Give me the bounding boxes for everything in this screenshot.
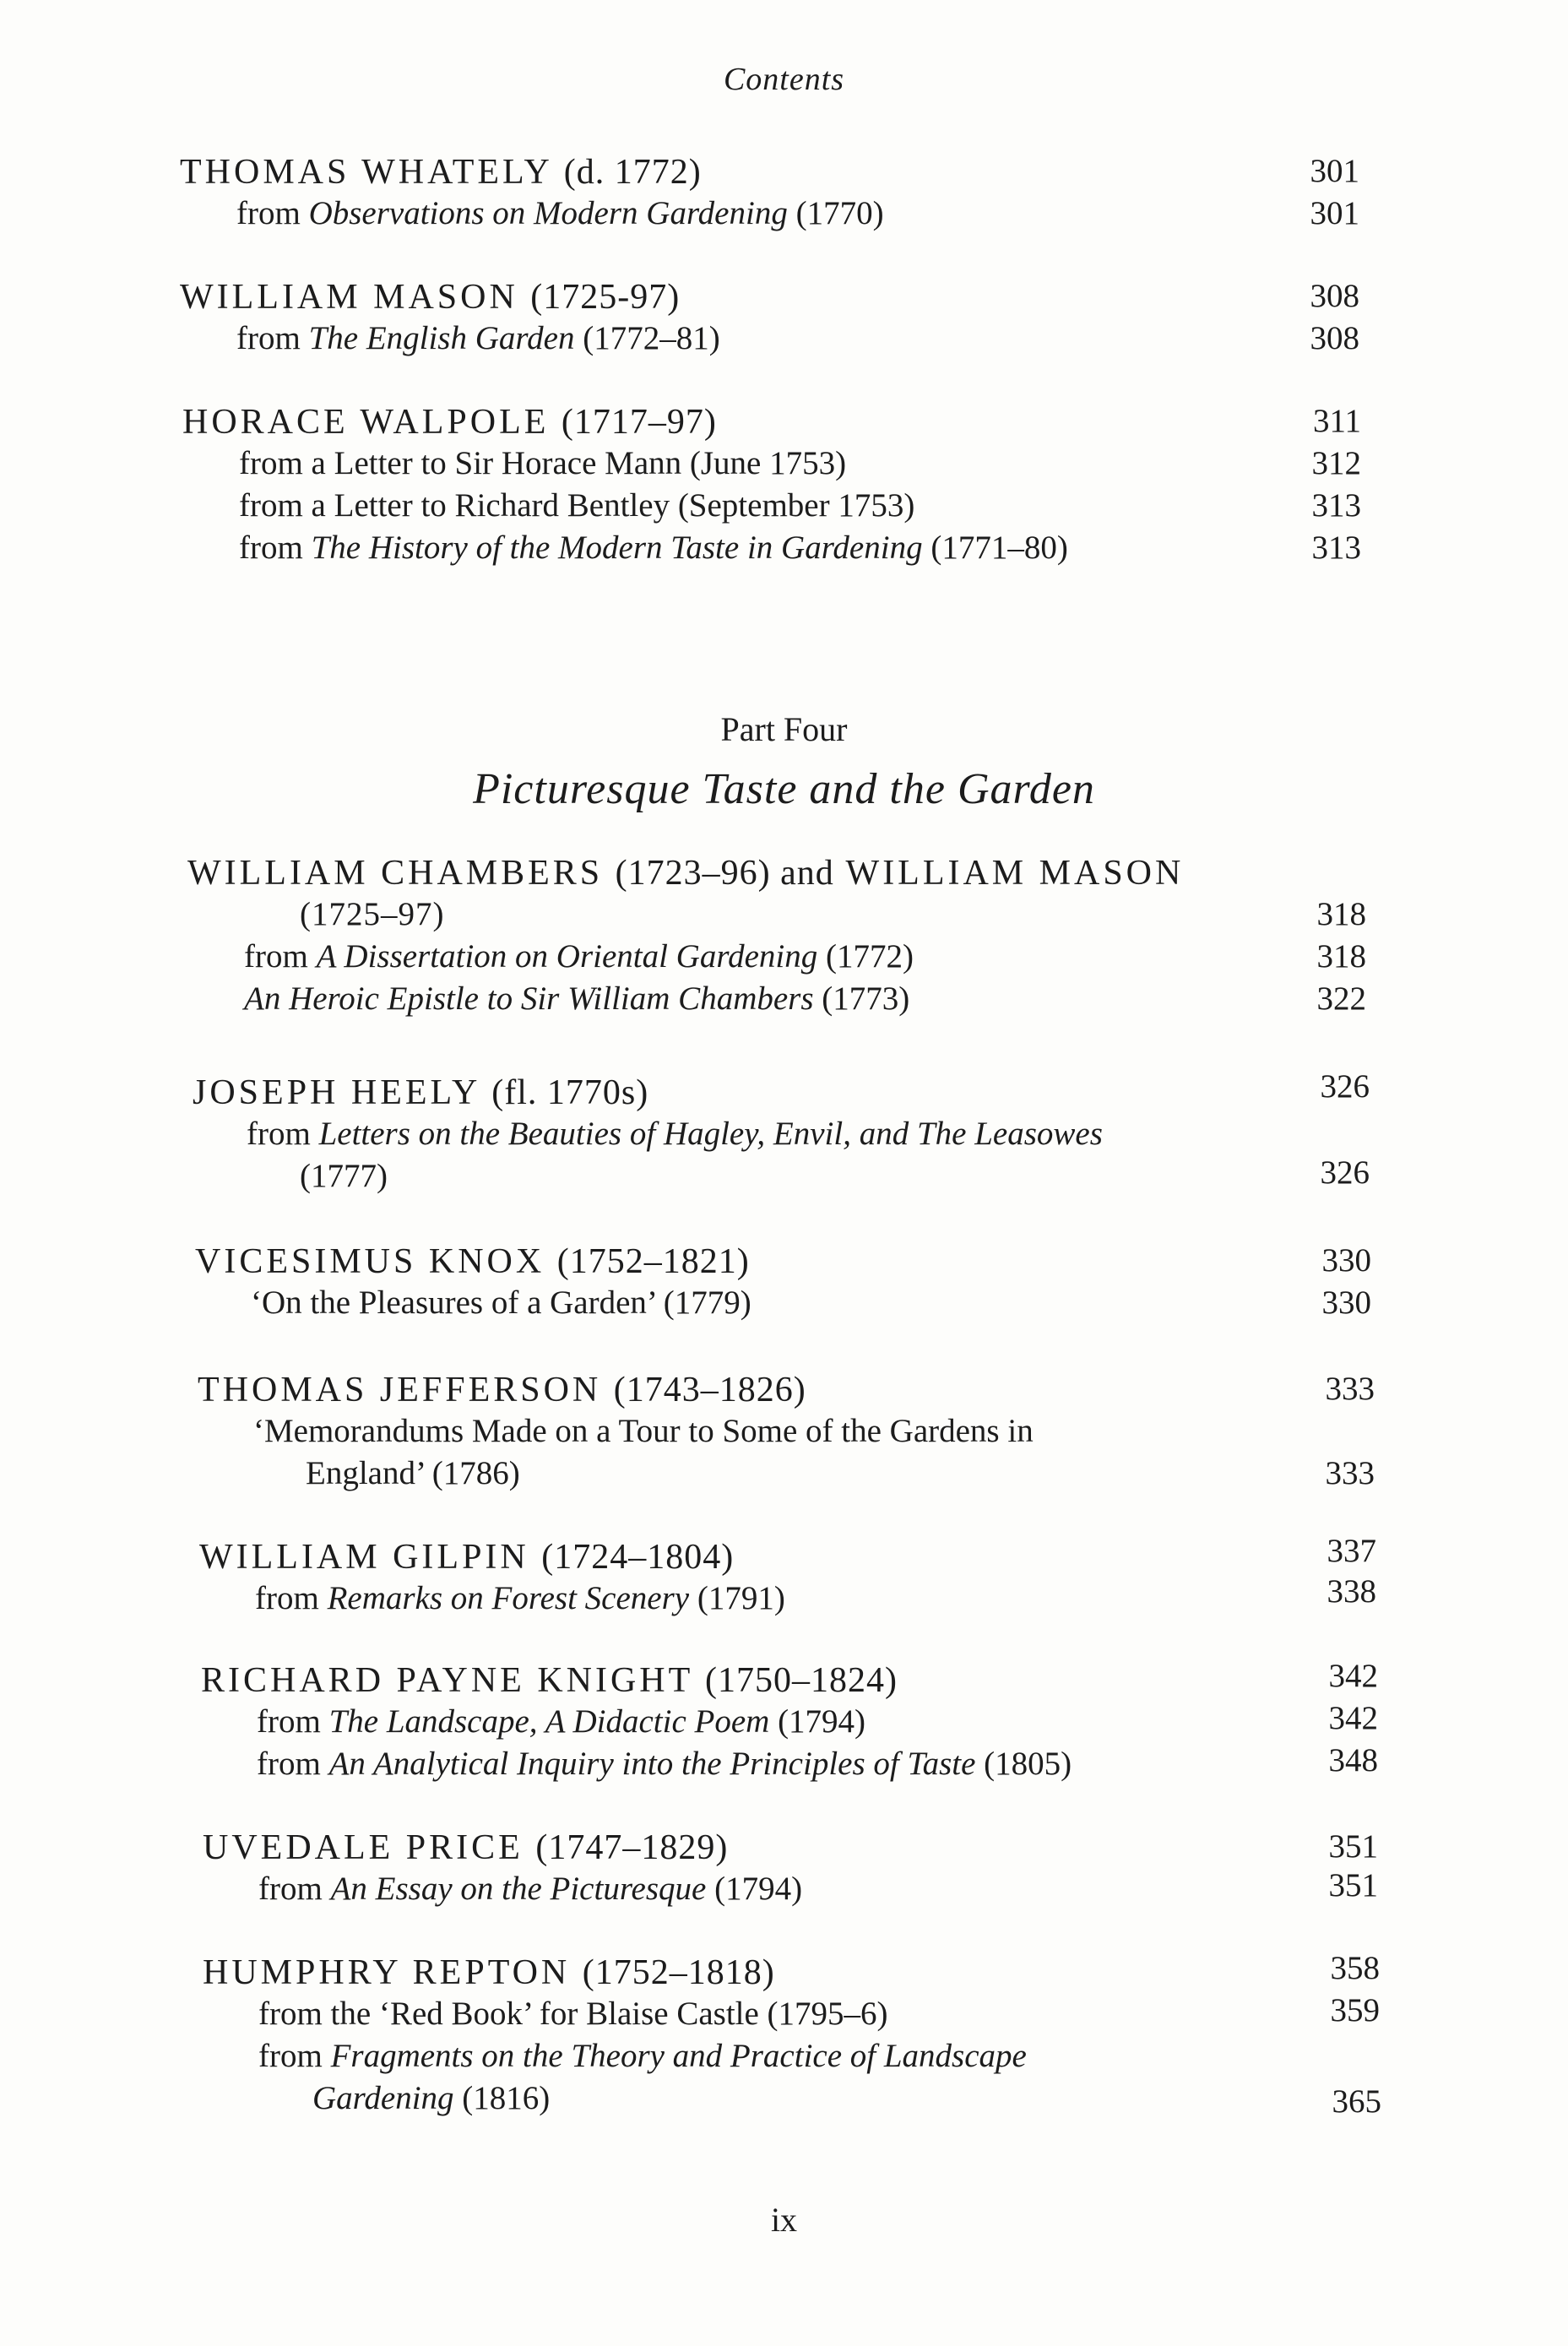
author-label: WILLIAM MASON xyxy=(180,278,518,317)
toc-entry xyxy=(239,529,1068,567)
author-name xyxy=(199,1537,734,1578)
page-number: 358 xyxy=(1330,1950,1380,1986)
toc-entry xyxy=(253,1412,1034,1450)
entry-date: (1771–80) xyxy=(922,529,1068,566)
author-label: HUMPHRY REPTON xyxy=(203,1953,571,1992)
page-number: 337 xyxy=(1327,1533,1376,1569)
author-name xyxy=(180,277,680,318)
author-dates: (1717–97) xyxy=(561,403,717,442)
toc-entry xyxy=(239,486,914,524)
author-label-second: WILLIAM MASON xyxy=(845,854,1185,893)
entry-prefix: from xyxy=(257,1703,329,1740)
part-title: Picturesque Taste and the Garden xyxy=(473,765,1095,813)
page-number: 313 xyxy=(1311,487,1361,524)
author-label: UVEDALE PRICE xyxy=(203,1828,524,1867)
author-name xyxy=(198,1370,806,1410)
toc-entry xyxy=(239,444,846,482)
folio-page-number: ix xyxy=(770,2201,798,2239)
entry-prefix: from xyxy=(255,1580,328,1616)
entry-title: An Essay on the Picturesque xyxy=(330,1871,707,1907)
entry-prefix: from xyxy=(257,1746,329,1782)
entry-prefix: from a Letter to Sir Horace Mann (June 1753) xyxy=(239,445,847,481)
author-name xyxy=(201,1660,898,1701)
author-dates: (d. 1772) xyxy=(563,153,702,192)
part-label: Part Four xyxy=(720,710,848,748)
author-label: WILLIAM CHAMBERS xyxy=(187,854,604,893)
page-number: 342 xyxy=(1328,1700,1378,1736)
entry-prefix: from xyxy=(236,320,309,356)
entry-continuation: England’ (1786) xyxy=(306,1455,520,1491)
entry-title: A Dissertation on Oriental Gardening xyxy=(316,938,818,975)
entry-continuation: (1777) xyxy=(300,1158,388,1194)
page-number: 308 xyxy=(1310,278,1359,314)
entry-date: (1816) xyxy=(453,2080,551,2116)
entry-title: Fragments on the Theory and Practice of Landscape xyxy=(330,2038,1027,2074)
page-number: 342 xyxy=(1328,1658,1378,1694)
entry-title: An Heroic Epistle to Sir William Chambers xyxy=(244,980,814,1017)
author-dates-continued: (1725–97) xyxy=(300,896,445,932)
toc-entry xyxy=(236,319,720,357)
toc-entry xyxy=(258,2037,1027,2075)
entry-prefix: from the ‘Red Book’ for Blaise Castle (1795–6) xyxy=(258,1996,888,2032)
page-number: 326 xyxy=(1320,1068,1370,1105)
page-number: 348 xyxy=(1328,1742,1378,1779)
entry-date: (1773) xyxy=(813,980,910,1017)
page-number: 312 xyxy=(1311,445,1361,481)
entry-title: The English Garden xyxy=(308,320,575,356)
page-number: 322 xyxy=(1316,980,1366,1017)
entry-continuation xyxy=(312,2079,550,2117)
toc-entry xyxy=(251,1284,751,1322)
entry-date: (1791) xyxy=(689,1580,785,1616)
toc-entry xyxy=(255,1579,785,1617)
author-dates: (1743–1826) xyxy=(613,1371,806,1409)
author-dates: (1750–1824) xyxy=(705,1661,898,1700)
author-dates: (fl. 1770s) xyxy=(491,1073,649,1112)
page-number: 318 xyxy=(1316,938,1366,975)
author-name xyxy=(193,1073,648,1113)
entry-date: (1770) xyxy=(787,195,884,231)
entry-title: The Landscape, A Didactic Poem xyxy=(328,1703,770,1740)
author-dates: (1723–96) and xyxy=(615,854,834,893)
entry-prefix: ‘Memorandums Made on a Tour to Some of the Gardens in xyxy=(253,1413,1034,1449)
toc-entry xyxy=(244,980,909,1018)
entry-date: (1794) xyxy=(769,1703,866,1740)
toc-entry xyxy=(257,1702,865,1740)
entry-prefix: from xyxy=(239,529,312,566)
entry-date: (1772) xyxy=(817,938,914,975)
author-label: HORACE WALPOLE xyxy=(182,403,550,442)
entry-title: An Analytical Inquiry into the Principles of Taste xyxy=(328,1746,976,1782)
page-number: 333 xyxy=(1325,1455,1375,1491)
entry-title: Letters on the Beauties of Hagley, Envil, and The Leasowes xyxy=(318,1116,1103,1152)
author-label: RICHARD PAYNE KNIGHT xyxy=(201,1661,693,1700)
author-label: THOMAS JEFFERSON xyxy=(198,1371,602,1409)
page-number: 365 xyxy=(1332,2083,1381,2120)
author-dates: (1747–1829) xyxy=(535,1828,729,1867)
entry-title: Observations on Modern Gardening xyxy=(308,195,788,231)
entry-date: (1772–81) xyxy=(574,320,720,356)
toc-entry xyxy=(244,937,914,975)
entry-title: Remarks on Forest Scenery xyxy=(327,1580,690,1616)
page-number: 351 xyxy=(1328,1828,1378,1865)
page-number: 301 xyxy=(1310,153,1359,189)
author-dates: (1752–1818) xyxy=(582,1953,775,1992)
author-dates: (1724–1804) xyxy=(541,1538,735,1577)
entry-prefix: ‘On the Pleasures of a Garden’ (1779) xyxy=(251,1284,751,1321)
page-number: 359 xyxy=(1330,1992,1380,2028)
entry-prefix: from xyxy=(258,2038,331,2074)
author-name xyxy=(195,1241,750,1282)
author-label: JOSEPH HEELY xyxy=(193,1073,480,1112)
running-header: Contents xyxy=(723,62,845,97)
page-number: 326 xyxy=(1320,1154,1370,1191)
entry-date: (1805) xyxy=(975,1746,1072,1782)
page-number: 308 xyxy=(1310,320,1359,356)
author-name xyxy=(182,402,717,443)
page-number: 301 xyxy=(1310,195,1359,231)
page-number: 330 xyxy=(1321,1242,1371,1279)
entry-title: The History of the Modern Taste in Gardening xyxy=(311,529,923,566)
toc-entry xyxy=(247,1115,1103,1153)
entry-prefix: from xyxy=(258,1871,331,1907)
entry-prefix: from xyxy=(247,1116,319,1152)
toc-entry xyxy=(258,1995,888,2033)
page-number: 338 xyxy=(1327,1573,1376,1610)
author-dates: (1725-97) xyxy=(530,278,681,317)
entry-date: (1794) xyxy=(706,1871,803,1907)
page-number: 313 xyxy=(1311,529,1361,566)
author-label: VICESIMUS KNOX xyxy=(195,1242,545,1281)
page-number: 333 xyxy=(1325,1371,1375,1407)
author-name xyxy=(180,152,702,193)
toc-entry xyxy=(258,1870,802,1908)
page-number: 330 xyxy=(1321,1284,1371,1321)
author-label: WILLIAM GILPIN xyxy=(199,1538,529,1577)
author-name xyxy=(187,853,1184,893)
toc-entry xyxy=(236,194,884,232)
page-number: 351 xyxy=(1328,1867,1378,1903)
toc-entry xyxy=(257,1745,1072,1783)
author-name xyxy=(203,1952,775,1993)
page-number: 318 xyxy=(1316,896,1366,932)
author-dates: (1752–1821) xyxy=(556,1242,750,1281)
author-name xyxy=(203,1827,728,1868)
entry-prefix: from a Letter to Richard Bentley (September 1753) xyxy=(239,487,915,524)
author-label: THOMAS WHATELY xyxy=(180,153,552,192)
page-number: 311 xyxy=(1312,403,1361,439)
entry-prefix: from xyxy=(236,195,309,231)
entry-prefix: from xyxy=(244,938,317,975)
entry-title-continued: Gardening xyxy=(312,2080,454,2116)
